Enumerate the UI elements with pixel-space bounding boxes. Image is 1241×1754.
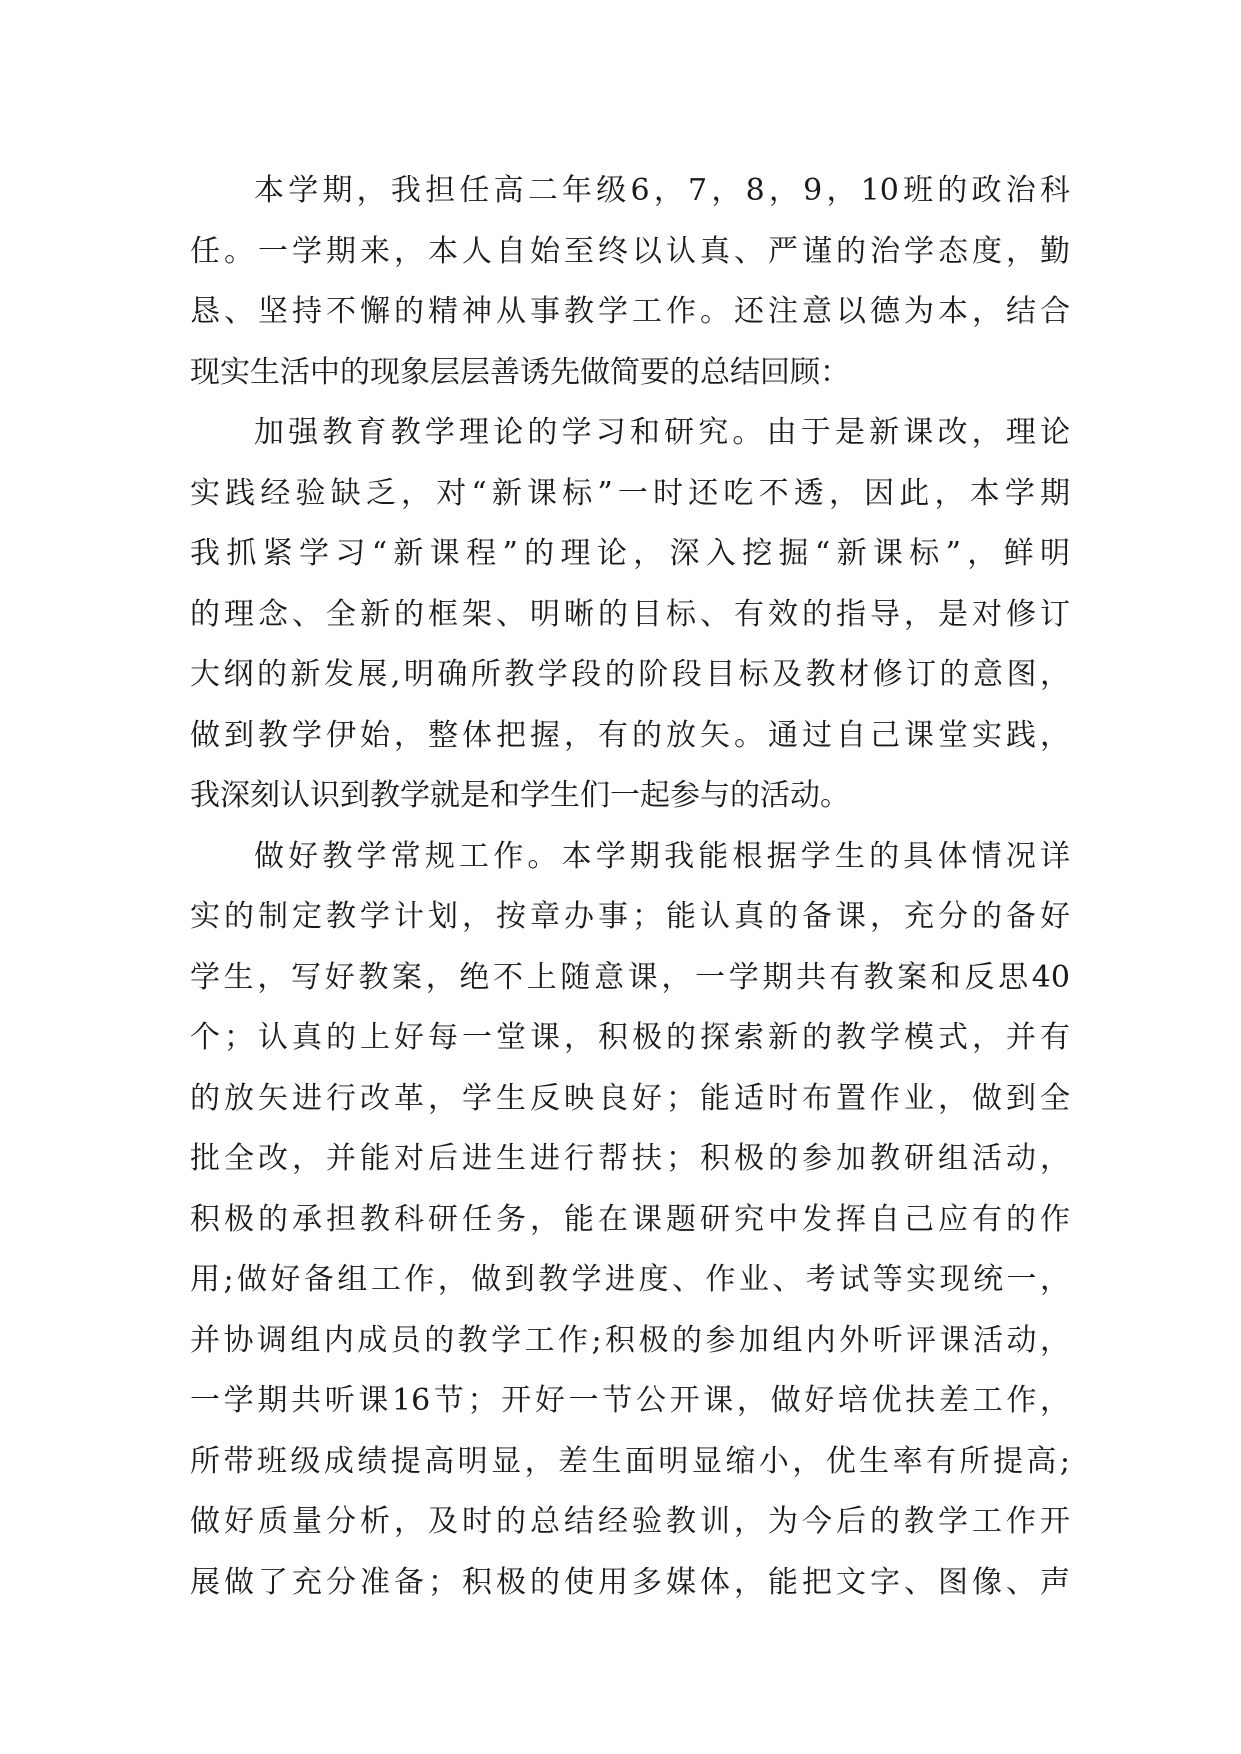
text-line: 批全改，并能对后进生进行帮扶；积极的参加教研组活动， xyxy=(190,1141,1070,1176)
text-line: 积极的承担教科研任务，能在课题研究中发挥自己应有的作 xyxy=(190,1201,1070,1237)
text-line: 我深刻认识到教学就是和学生们一起参与的活动。 xyxy=(190,778,850,813)
text-line: 做到教学伊始，整体把握，有的放矢。通过自己课堂实践， xyxy=(190,717,1070,753)
text-line: 的放矢进行改革，学生反映良好；能适时布置作业，做到全 xyxy=(190,1080,1070,1116)
text-line: 恳、坚持不懈的精神从事教学工作。还注意以德为本，结合 xyxy=(190,294,1070,329)
text-line: 大纲的新发展,明确所教学段的阶段目标及教材修订的意图， xyxy=(190,657,1070,692)
text-line: 实践经验缺乏，对“新课标”一时还吃不透，因此，本学期 xyxy=(190,475,1070,511)
text-line: 一学期共听课16节；开好一节公开课，做好培优扶差工作， xyxy=(190,1383,1070,1418)
text-line: 本学期，我担任高二年级6，7，8，9，10班的政治科 xyxy=(254,173,1070,208)
text-line: 做好教学常规工作。本学期我能根据学生的具体情况详 xyxy=(254,838,1070,874)
text-line: 任。一学期来，本人自始至终以认真、严谨的治学态度，勤 xyxy=(190,233,1070,269)
text-line: 用;做好备组工作，做到教学进度、作业、考试等实现统一， xyxy=(190,1262,1070,1297)
document-body xyxy=(190,161,1070,1613)
text-line: 并协调组内成员的教学工作;积极的参加组内外听评课活动， xyxy=(190,1322,1070,1358)
paragraph-theory-study xyxy=(190,403,1070,827)
text-line: 个；认真的上好每一堂课，积极的探索新的教学模式，并有 xyxy=(190,1020,1070,1055)
paragraph-routine-work xyxy=(190,827,1070,1614)
text-line: 现实生活中的现象层层善诱先做简要的总结回顾： xyxy=(190,354,850,390)
text-line: 展做了充分准备；积极的使用多媒体，能把文字、图像、声 xyxy=(190,1564,1070,1600)
text-line: 我抓紧学习“新课程”的理论，深入挖掘“新课标”，鲜明 xyxy=(190,536,1070,571)
text-line: 做好质量分析，及时的总结经验教训，为今后的教学工作开 xyxy=(190,1504,1070,1539)
text-line: 实的制定教学计划，按章办事；能认真的备课，充分的备好 xyxy=(190,899,1070,934)
text-line: 学生，写好教案，绝不上随意课，一学期共有教案和反思40 xyxy=(190,959,1070,995)
text-line: 的理念、全新的框架、明晰的目标、有效的指导，是对修订 xyxy=(190,596,1070,632)
paragraph-intro xyxy=(190,161,1070,403)
text-line: 所带班级成绩提高明显，差生面明显缩小，优生率有所提高; xyxy=(190,1443,1070,1479)
text-line: 加强教育教学理论的学习和研究。由于是新课改，理论 xyxy=(254,415,1070,450)
